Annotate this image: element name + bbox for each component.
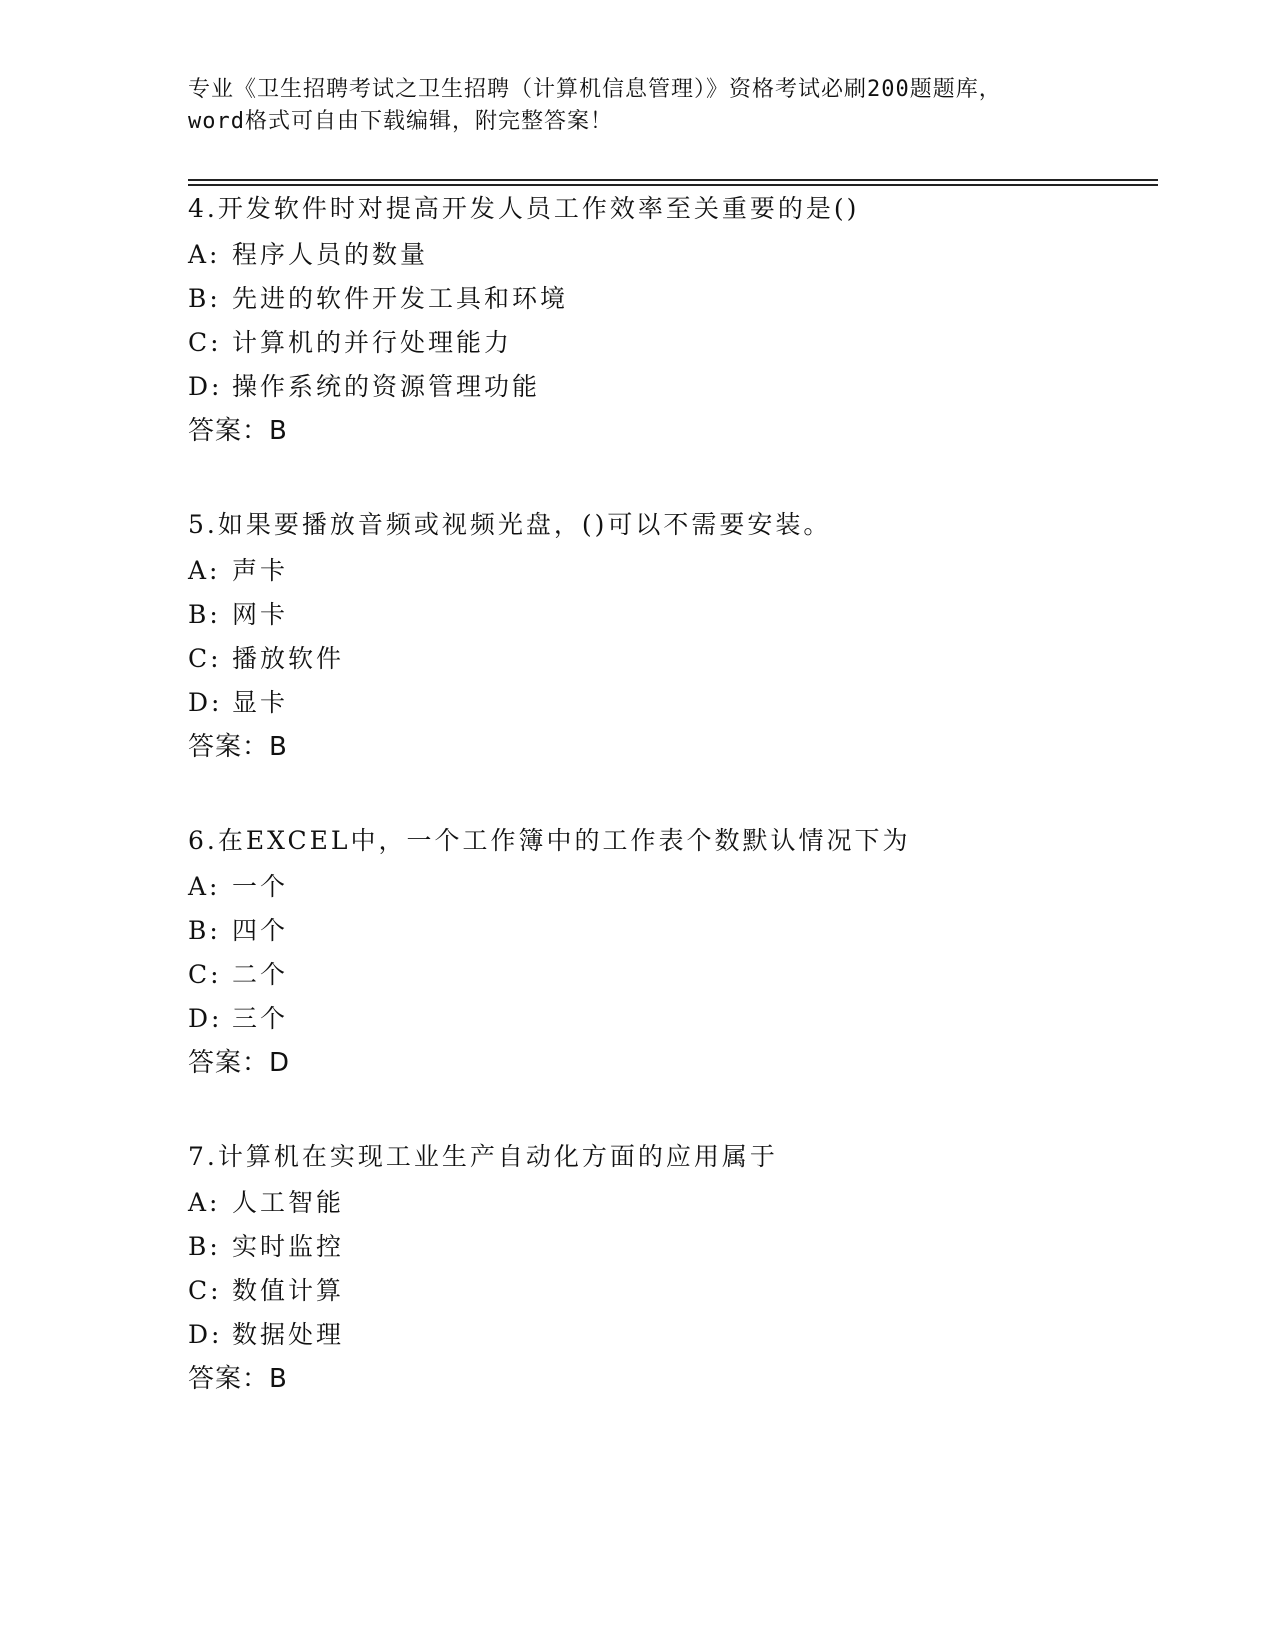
option-letter: C: [188,328,222,357]
answer-line: 答案：B [188,416,288,446]
question-stem: 4.开发软件时对提高开发人员工作效率至关重要的是() [188,194,860,223]
option-letter: B: [188,916,221,945]
option-row [188,915,288,947]
option-letter: A: [188,240,221,269]
option-text: 声卡 [232,556,289,585]
option-text: 显卡 [232,688,289,717]
option-text: 网卡 [232,600,289,629]
option-letter: D: [188,372,223,401]
question-stem: 6.在EXCEL中，一个工作簿中的工作表个数默认情况下为 [188,826,911,855]
option-row [188,1003,288,1035]
header-divider-bottom [188,184,1158,186]
answer-line: 答案：D [188,1048,291,1078]
option-text: 先进的软件开发工具和环境 [232,284,569,313]
question-stem: 5.如果要播放音频或视频光盘，()可以不需要安装。 [188,510,832,539]
option-letter: C: [188,1276,222,1305]
option-letter: D: [188,1004,223,1033]
option-row [188,1231,344,1263]
option-row [188,643,344,675]
option-row [188,555,288,587]
option-row [188,1319,344,1351]
option-letter: B: [188,600,221,629]
option-text: 人工智能 [232,1188,345,1217]
option-letter: C: [188,644,222,673]
document-header [188,74,1088,138]
option-text: 数据处理 [232,1320,345,1349]
option-row [188,1275,344,1307]
option-row [188,959,288,991]
option-text: 实时监控 [232,1232,345,1261]
option-text: 四个 [232,916,289,945]
option-row [188,283,568,315]
answer-line: 答案：B [188,732,288,762]
option-row [188,871,288,903]
option-row [188,327,512,359]
option-text: 程序人员的数量 [232,240,429,269]
header-title-line-2: word格式可自由下载编辑，附完整答案！ [188,109,613,134]
option-row [188,239,428,271]
option-letter: A: [188,1188,221,1217]
option-letter: B: [188,1232,221,1261]
option-letter: B: [188,284,221,313]
option-row [188,1187,344,1219]
option-letter: D: [188,688,223,717]
option-row [188,599,288,631]
option-row [188,371,540,403]
option-row [188,687,288,719]
option-letter: A: [188,556,221,585]
answer-line: 答案：B [188,1364,288,1394]
option-letter: C: [188,960,222,989]
header-divider-top [188,179,1158,181]
option-text: 一个 [232,872,289,901]
option-letter: D: [188,1320,223,1349]
header-title-line-1: 专业《卫生招聘考试之卫生招聘（计算机信息管理）》资格考试必刷200题题库， [188,77,1002,102]
question-stem: 7.计算机在实现工业生产自动化方面的应用属于 [188,1142,778,1171]
option-text: 三个 [232,1004,289,1033]
option-text: 二个 [232,960,289,989]
option-text: 播放软件 [232,644,345,673]
option-letter: A: [188,872,221,901]
option-text: 操作系统的资源管理功能 [232,372,541,401]
option-text: 计算机的并行处理能力 [232,328,513,357]
option-text: 数值计算 [232,1276,345,1305]
